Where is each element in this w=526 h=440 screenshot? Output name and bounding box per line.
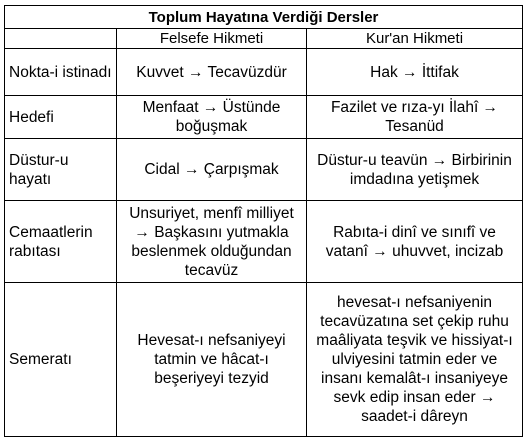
comparison-table [4,5,523,437]
header-row [5,29,523,49]
table-row [5,49,523,96]
kuran-cell: Hak → İttifak [307,49,523,96]
table-row [5,139,523,201]
felsefe-cell: Hevesat-ı nefsaniyeyi tatmin ve hâcat-ı beşeriyeyi tezyid [117,283,307,437]
row-label: Semeratı [5,283,117,437]
row-label: Nokta-i istinadı [5,49,117,96]
felsefe-cell: Cidal → Çarpışmak [117,139,307,201]
table-title: Toplum Hayatına Verdiği Dersler [5,6,523,29]
title-row [5,6,523,29]
felsefe-cell: Menfaat → Üstünde boğuşmak [117,96,307,139]
felsefe-cell: Kuvvet → Tecavüzdür [117,49,307,96]
table-row [5,283,523,437]
table-row [5,201,523,283]
kuran-cell: Fazilet ve rıza-yı İlahî → Tesanüd [307,96,523,139]
kuran-cell: Rabıta-i dinî ve sınıfî ve vatanî → uhuvvet, incizab [307,201,523,283]
row-label: Cemaatlerin rabıtası [5,201,117,283]
felsefe-cell: Unsuriyet, menfî milliyet → Başkasını yutmakla beslenmek olduğundan tecavüz [117,201,307,283]
header-empty [5,29,117,49]
header-felsefe: Felsefe Hikmeti [117,29,307,49]
kuran-cell: Düstur-u teavün → Birbirinin imdadına yetişmek [307,139,523,201]
row-label: Düstur-u hayatı [5,139,117,201]
row-label: Hedefi [5,96,117,139]
table-row [5,96,523,139]
header-kuran: Kur'an Hikmeti [307,29,523,49]
kuran-cell: hevesat-ı nefsaniyenin tecavüzatına set çekip ruhu maâliyata teşvik ve hissiyat-ı ulviyesini tatmin eder ve insanı kemalât-ı insaniyeye sevk edip insan eder → saadet-i dâreyn [307,283,523,437]
